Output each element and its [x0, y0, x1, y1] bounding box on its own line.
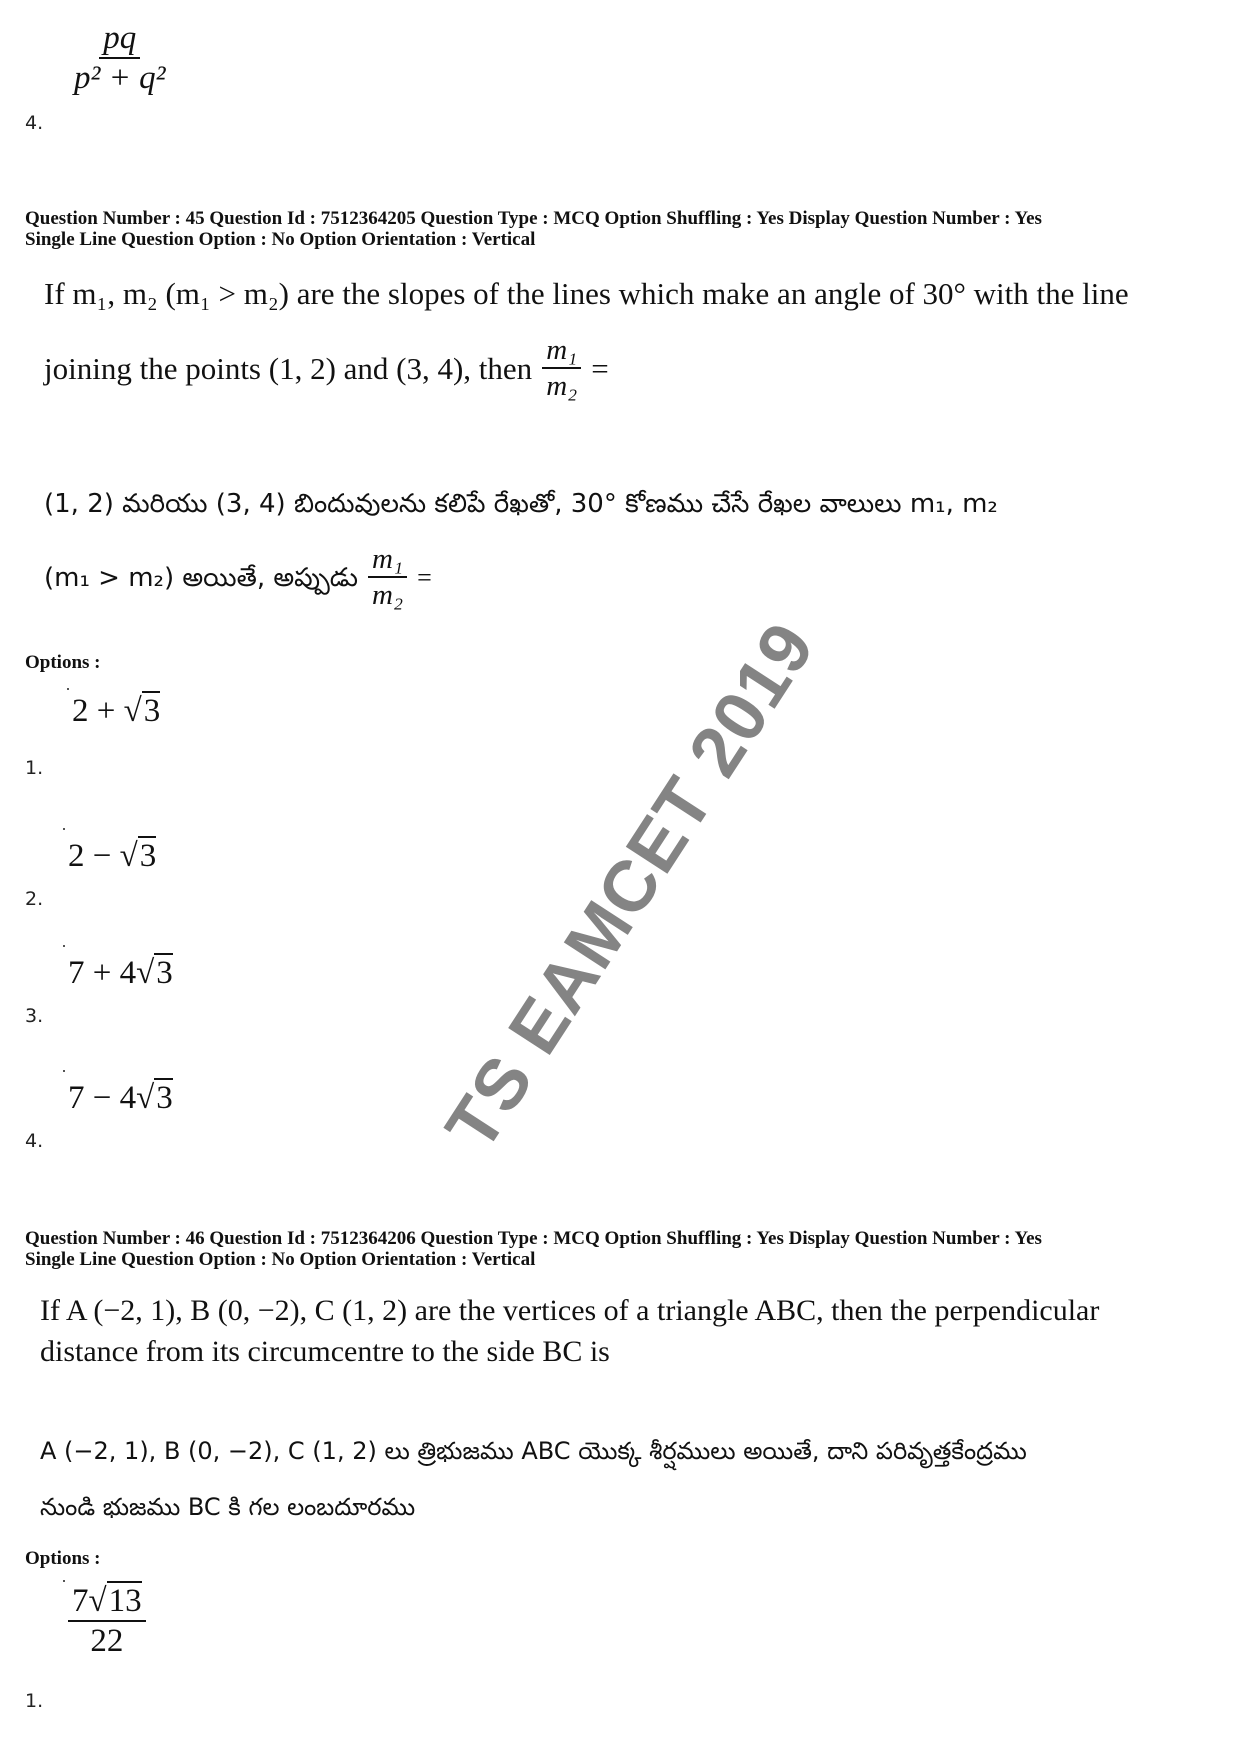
q46-meta-line1: Question Number : 46 Question Id : 7512364206 Question Type : MCQ Option Shuffling : Yes Display Question Number : Yes	[25, 1228, 1042, 1249]
fraction-numerator: pq	[99, 22, 140, 59]
q45-option4-expression	[68, 1080, 173, 1117]
q45-telugu-line2	[44, 545, 432, 610]
equals-sign: =	[591, 350, 609, 386]
sqrt-radicand: 3	[143, 693, 161, 729]
q46-telugu-line2: నుండి భుజము BC కి గల లంబదూరము	[40, 1493, 416, 1521]
q45-telugu-line1: (1, 2) మరియు (3, 4) బిందువులను కలిపే రేఖతో, 30° కోణము చేసే రేఖల వాలులు m₁, m₂	[44, 489, 998, 519]
q46-option1-number: 1.	[25, 1690, 44, 1712]
prev-option4-fraction	[70, 22, 170, 95]
q46-telugu-line1: A (−2, 1), B (0, −2), C (1, 2) లు త్రిభుజము ABC యొక్క శీర్షములు అయితే, దాని పరివృత్తకేంద్రము	[40, 1437, 1027, 1465]
watermark: TS EAMCET 2019	[430, 608, 831, 1165]
sqrt-radicand: 3	[156, 955, 173, 991]
expression-prefix: 7 + 4	[68, 955, 137, 991]
q46-options-label: Options :	[25, 1548, 101, 1569]
q45-english-line1: If m₁, m₂ (m₁ > m₂) are the slopes of the lines which make an angle of 30° with the line	[44, 276, 1129, 311]
q46-meta-line2: Single Line Question Option : No Option Orientation : Vertical	[25, 1249, 536, 1270]
fraction-numerator	[68, 1585, 146, 1622]
q45-option4-number: 4.	[25, 1130, 44, 1152]
expression-prefix: 2 −	[68, 838, 120, 874]
q45-meta-line2: Single Line Question Option : No Option Orientation : Vertical	[25, 229, 536, 250]
q45-option1-expression	[72, 693, 160, 730]
sqrt-radicand: 3	[156, 1080, 173, 1116]
coefficient: 7	[72, 1583, 89, 1619]
q45-options-label: Options :	[25, 652, 101, 673]
fraction-denominator: p² + q²	[74, 60, 166, 96]
q45-meta-line1: Question Number : 45 Question Id : 7512364205 Question Type : MCQ Option Shuffling : Yes Display Question Number : Yes	[25, 208, 1042, 229]
sqrt-symbol: √	[136, 1080, 155, 1116]
q45-option3-expression	[68, 955, 173, 992]
fraction-numerator: m₁	[368, 545, 407, 578]
q45-english-line2	[44, 336, 609, 401]
fraction-denominator: m₂	[372, 579, 404, 611]
sqrt-symbol: √	[88, 1583, 107, 1619]
expression-prefix: 2 +	[72, 693, 124, 729]
q46-english-line2: distance from its circumcentre to the side BC is	[40, 1335, 610, 1368]
sqrt-symbol: √	[123, 693, 142, 729]
sqrt-radicand: 13	[108, 1583, 142, 1619]
q45-ratio-fraction	[542, 336, 581, 401]
fraction-numerator: m₁	[542, 336, 581, 369]
sqrt-symbol: √	[119, 838, 138, 874]
q45-telugu-line2-text: (m₁ > m₂) అయితే, అప్పుడు	[44, 562, 359, 593]
q45-english-line2-text: joining the points (1, 2) and (3, 4), then	[44, 350, 533, 386]
q46-english-line1: If A (−2, 1), B (0, −2), C (1, 2) are the vertices of a triangle ABC, then the perpendicular	[40, 1294, 1100, 1327]
q45-option1-number: 1.	[25, 757, 44, 779]
q45-option2-number: 2.	[25, 888, 44, 910]
q45-option3-number: 3.	[25, 1005, 44, 1027]
q46-option1-fraction	[68, 1585, 146, 1658]
q45-option2-expression	[68, 838, 156, 875]
expression-prefix: 7 − 4	[68, 1080, 137, 1116]
q45-ratio-fraction-te	[368, 545, 407, 610]
prev-option4-number: 4.	[25, 112, 44, 134]
fraction-denominator: 22	[90, 1623, 124, 1659]
sqrt-radicand: 3	[139, 838, 157, 874]
equals-sign: =	[417, 562, 432, 592]
sqrt-symbol: √	[136, 955, 155, 991]
fraction-denominator: m₂	[546, 370, 578, 402]
